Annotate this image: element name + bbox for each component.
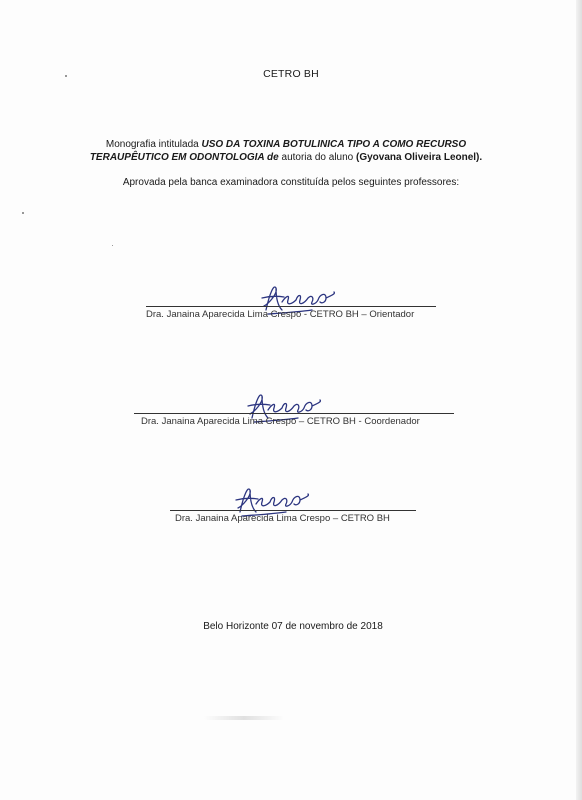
signer-label: Dra. Janaina Aparecida Lima Crespo – CETRO BH - Coordenador — [141, 416, 420, 427]
scan-smudge — [204, 716, 284, 720]
scan-speck — [22, 212, 24, 214]
approval-statement: Aprovada pela banca examinadora constituída pelos seguintes professores: — [122, 177, 460, 188]
scan-speck — [112, 245, 113, 246]
statement-prefix: Monografia intitulada — [105, 139, 202, 150]
statement-middle: autoria do aluno — [278, 152, 357, 163]
paper-edge-shadow — [576, 0, 582, 800]
monograph-title: USO DA TOXINA BOTULINICA TIPO A COMO RECURSO TERAUPÊUTICO EM ODONTOLOGIA de — [89, 139, 467, 163]
institution-heading: CETRO BH — [263, 68, 319, 80]
signature-line — [134, 413, 454, 414]
signer-label: Dra. Janaina Aparecida Lima Crespo – CETRO BH — [175, 513, 390, 524]
signer-label: Dra. Janaina Aparecida Lima Crespo - CETRO BH – Orientador — [146, 309, 415, 320]
signature-line — [146, 306, 436, 307]
place-and-date: Belo Horizonte 07 de novembro de 2018 — [203, 621, 383, 632]
signature-line — [170, 510, 416, 511]
student-name: (Gyovana Oliveira Leonel). — [356, 152, 483, 163]
monograph-statement — [86, 138, 486, 164]
